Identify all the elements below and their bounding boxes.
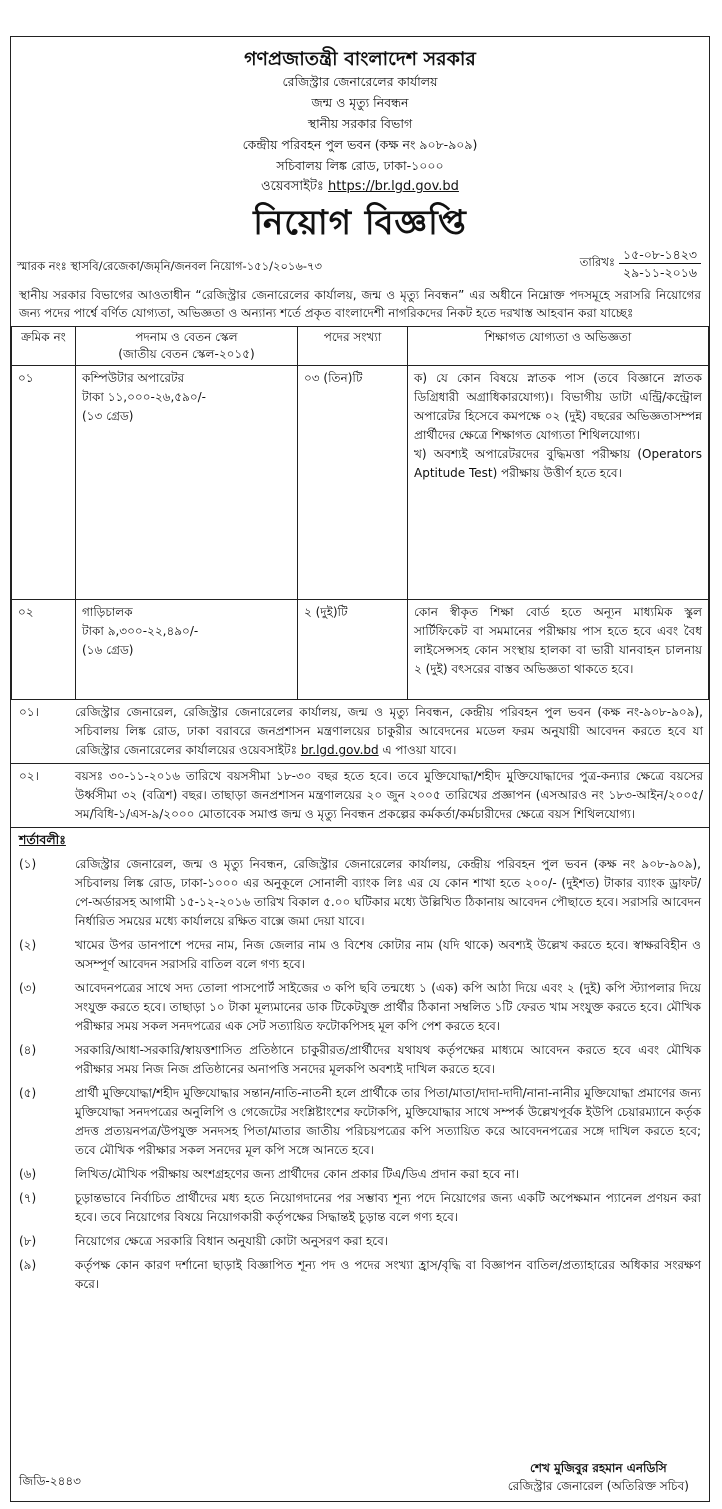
website-link[interactable]: br.lgd.gov.bd: [300, 743, 379, 757]
header-post-label: পদনাম ও বেতন স্কেল: [135, 330, 238, 344]
row-count: ০৩ (তিন)টি: [298, 366, 408, 600]
row-serial: ০২: [12, 600, 76, 700]
condition-number: (৪): [19, 1043, 37, 1057]
street-address: সচিবালয় লিঙ্ক রোড, ঢাকা-১০০০: [276, 158, 444, 173]
signature-block: [508, 1459, 689, 1495]
header-post-sub: (জাতীয় বেতন স্কেল-২০১৫): [118, 347, 255, 361]
general-note: [11, 763, 709, 827]
condition-text: রেজিস্ট্রার জেনারেল, জন্ম ও মৃত্যু নিবন্ধন, রেজিস্ট্রার জেনারেলের কার্যালয়, কেন্দ্রীয় পরিবহন পুল ভবন (কক্ষ নং ৯০৮-৯০৯), সচিবালয় লিঙ্ক রোড, ঢাকা-১০০০ এর অনুকূলে সোনালী ব্যাংক লিঃ এর যে কোন শাখা হতে ২০০/- (দুইশত) টাকার ব্যাংক ড্রাফট/পে-অর্ডারসহ আগামী ১৫-১২-২০১৬ তারিখ বিকাল ৫.০০ ঘটিকার মধ্যে উল্লিখিত ঠিকানায় আবেদন পৌছাতে হবে। সরাসরি আবেদন নির্ধারিত সময়ের মধ্যে কার্যালয়ে রক্ষিত বাক্সে জমা দেয়া যাবে।: [75, 857, 701, 928]
government-title: গণপ্রজাতন্ত্রী বাংলাদেশ সরকার: [244, 48, 476, 70]
qualification-a: কোন স্বীকৃত শিক্ষা বোর্ড হতে অন্যূন মাধ্যমিক স্কুল সার্টিফিকেট বা সমমানের পরীক্ষায় পাস হতে হবে এবং বৈধ লাইসেন্সসহ কোন সংস্থায় হালকা বা ভারী যানবাহন চালনায় ২ (দুই) বৎসরের বাস্তব অভিজ্ঞতা থাকতে হবে।: [414, 605, 702, 676]
date-gregorian: ২৯-১১-২০১৬: [623, 265, 697, 280]
header-count: পদের সংখ্যা: [298, 327, 408, 366]
office-subtitle: জন্ম ও মৃত্যু নিবন্ধন: [311, 95, 409, 110]
row-post: [76, 600, 298, 700]
reference-row: [11, 246, 709, 284]
condition-text: প্রার্থী মুক্তিযোদ্ধা/শহীদ মুক্তিযোদ্ধার সন্তান/নাতি-নাতনী হলে প্রার্থীকে তার পিতা/মাতা/দাদা-দাদী/নানা-নানীর মুক্তিযোদ্ধা প্রমাণের জন্য মুক্তিযোদ্ধা সনদপত্রের অনুলিপি ও গেজেটের সংশ্লিষ্টাংশের ফটোকপি, মুক্তিযোদ্ধার সাথে সম্পর্ক উল্লেখপূর্বক ইউপি চেয়ারম্যানে কর্তৃক প্রদত্ত প্রত্যয়নপত্র/উপযুক্ত সনদসহ পিতা/মাতার জাতীয় পরিচয়পত্রের কপি সত্যায়িত করে আবেদনপত্রের সঙ্গে দাখিল করতে হবে; তবে মৌখিক পরীক্ষার সকল সনদের মূল কপি সঙ্গে আনতে হবে।: [75, 1086, 701, 1157]
intro-paragraph: স্থানীয় সরকার বিভাগের আওতাধীন “রেজিস্ট্রার জেনারেলের কার্যালয়, জন্ম ও মৃত্যু নিবন্ধন” এর অধীনে নিম্নোক্ত পদসমূহে সরাসরি নিয়োগের জন্য পদের পার্শ্বে বর্ণিত যোগ্যতা, অভিজ্ঞতা ও অন্যান্য শর্তে প্রকৃত বাংলাদেশী নাগরিকদের নিকট হতে দরখাস্ত আহবান করা যাচ্ছেঃ: [19, 288, 701, 320]
condition-number: (১): [19, 857, 37, 871]
table-row: [12, 366, 709, 600]
row-count: ২ (দুই)টি: [298, 600, 408, 700]
header: [11, 47, 709, 246]
condition-item: [11, 977, 709, 1039]
note-number: ০১।: [19, 705, 39, 719]
note-body: বয়সঃ ৩০-১১-২০১৬ তারিখে বয়সসীমা ১৮-৩০ বছর হতে হবে। তবে মুক্তিযোদ্ধা/শহীদ মুক্তিযোদ্ধাদের পুত্র-কন্যার ক্ষেত্রে বয়সের উর্ধ্বসীমা ৩২ (বত্রিশ) বছর। তাছাড়া জনপ্রশাসন মন্ত্রণালয়ের ২০ জুন ২০০৫ তারিখের প্রজ্ঞাপন (এসআরও নং ১৮৩-আইন/২০০৫/সম/বিধি-১/এস-৯/২০০০ মোতাবেক সমাপ্ত জন্ম ও মৃত্যু নিবন্ধন প্রকল্পের কর্মকর্তা/কর্মচারীদের ক্ষেত্রে বয়স শিথিলযোগ্য।: [75, 769, 703, 821]
notice-page: [10, 36, 710, 1502]
condition-number: (৯): [19, 1258, 37, 1272]
condition-number: (২): [19, 938, 37, 952]
building-address: কেন্দ্রীয় পরিবহন পুল ভবন (কক্ষ নং ৯০৮-৯০৯): [242, 137, 478, 152]
condition-text: লিখিত/মৌখিক পরীক্ষায় অংশগ্রহণের জন্য প্রার্থীদের কোন প্রকার টিএ/ডিএ প্রদান করা হবে না।: [75, 1167, 520, 1181]
condition-text: কর্তৃপক্ষ কোন কারণ দর্শানো ছাড়াই বিজ্ঞাপিত শূন্য পদ ও পদের সংখ্যা হ্রাস/বৃদ্ধি বা বিজ্ঞাপন বাতিল/প্রত্যাহারের অধিকার সংরক্ষণ করে।: [75, 1258, 701, 1291]
post-pay: টাকা ৯,৩০০-২২,৪৯০/-: [82, 624, 199, 638]
conditions-heading: শর্তাবলীঃ: [19, 832, 66, 847]
row-qualification: [408, 600, 709, 700]
condition-text: সরকারি/আধা-সরকারি/স্বায়ত্তশাসিত প্রতিষ্ঠানে চাকুরীরত/প্রার্থীদের যথাযথ কর্তৃপক্ষের মাধ্যমে আবেদন করতে হবে এবং মৌখিক পরীক্ষার সময় নিজ নিজ প্রতিষ্ঠানের অনাপত্তি সনদের মূলকপি অবশ্যই দাখিল করতে হবে।: [75, 1043, 701, 1076]
signatory-title: রেজিস্ট্রার জেনারেল (অতিরিক্ত সচিব): [507, 1479, 689, 1493]
row-serial: ০১: [12, 366, 76, 600]
office-name: রেজিস্ট্রার জেনারেলের কার্যালয়: [282, 74, 438, 89]
note-tail: এ পাওয়া যাবে।: [378, 743, 457, 757]
condition-item: [11, 1039, 709, 1082]
condition-item: [11, 1163, 709, 1187]
post-pay: টাকা ১১,০০০-২৬,৫৯০/-: [82, 390, 207, 404]
division-name: স্থানীয় সরকার বিভাগ: [307, 116, 413, 131]
footer: [11, 1451, 709, 1501]
header-qualification: শিক্ষাগত যোগ্যতা ও অভিজ্ঞতা: [408, 327, 709, 366]
note-text: [75, 703, 703, 760]
qualification-b: খ) অবশ্যই অপারেটরদের বুদ্ধিমত্তা পরীক্ষায় (Operators Aptitude Test) পরীক্ষায় উত্তীর্ণ হতে হবে।: [414, 447, 702, 480]
notice-title: নিয়োগ বিজ্ঞপ্তি: [253, 203, 467, 243]
memo-number: স্মারক নংঃ স্থাসবি/রেজেকা/জমৃনি/জনবল নিয়োগ-১৫১/২০১৬-৭৩: [17, 259, 322, 273]
condition-item: [11, 1187, 709, 1230]
condition-item: [11, 1230, 709, 1254]
note-body: রেজিস্ট্রার জেনারেল, রেজিস্ট্রার জেনারেলের কার্যালয়, জন্ম ও মৃত্যু নিবন্ধন, কেন্দ্রীয় পরিবহন পুল ভবন (কক্ষ নং-৯০৮-৯০৯), সচিবালয় লিঙ্ক রোড, ঢাকা বরাবরে জনপ্রশাসন মন্ত্রণালয়ের চাকুরীর আবেদনের মডেল ফরম অনুযায়ী আবেদন করতে হবে যা রেজিস্ট্রার জেনারেলের কার্যালয়ের ওয়েবসাইটঃ: [75, 705, 703, 757]
header-serial: ক্রমিক নং: [12, 327, 76, 366]
note-number: ০২।: [19, 769, 39, 783]
row-qualification: [408, 366, 709, 600]
general-note: [11, 700, 709, 763]
condition-text: চূড়ান্তভাবে নির্বাচিত প্রার্থীদের মধ্য হতে নিয়োগদানের পর সম্ভাব্য শূন্য পদে নিয়োগের জন্য একটি অপেক্ষমান প্যানেল প্রণয়ন করা হবে। তবে নিয়োগের বিষয়ে নিয়োগকারী কর্তৃপক্ষের সিদ্ধান্তই চূড়ান্ত বলে গণ্য হবে।: [75, 1191, 701, 1224]
condition-number: (৫): [19, 1086, 37, 1100]
condition-text: খামের উপর ডানপাশে পদের নাম, নিজ জেলার নাম ও বিশেষ কোটার নাম (যদি থাকে) অবশ্যই উল্লেখ করতে হবে। স্বাক্ষরবিহীন ও অসম্পূর্ণ আবেদন সরাসরি বাতিল বলে গণ্য হবে।: [75, 938, 701, 971]
post-name: গাড়িচালক: [82, 605, 133, 619]
general-notes: [11, 700, 709, 828]
post-grade: (১৬ গ্রেড): [82, 643, 134, 657]
dates: [619, 246, 701, 281]
advertisement-code: জিডি-২৪৪৩: [19, 1474, 81, 1488]
header-post: [76, 327, 298, 366]
website-label: ওয়েবসাইটঃ: [261, 179, 324, 194]
conditions-list: [11, 853, 709, 1297]
table-row: [12, 600, 709, 700]
condition-item: [11, 1082, 709, 1163]
qualification-a: ক) যে কোন বিষয়ে স্নাতক পাস (তবে বিজ্ঞানে স্নাতক ডিগ্রিধারী অগ্রাধিকারযোগ্য)। বিভাগীয় ডাটা এন্ট্রি/কন্ট্রোল অপারেটর হিসেবে কমপক্ষে ০২ (দুই) বছরের অভিজ্ঞতাসম্পন্ন প্রার্থীদের ক্ষেত্রে শিক্ষাগত যোগ্যতা শিথিলযোগ্য।: [414, 371, 702, 442]
date-label: তারিখঃ: [579, 255, 616, 269]
condition-number: (৬): [19, 1167, 37, 1181]
table-header-row: [12, 327, 709, 366]
signatory-name: শেখ মুজিবুর রহমান এনডিসি: [530, 1461, 667, 1475]
condition-item: [11, 1254, 709, 1297]
posts-table: [11, 326, 709, 700]
date-block: [580, 246, 701, 281]
condition-item: [11, 934, 709, 977]
website-link[interactable]: https://br.lgd.gov.bd: [328, 179, 459, 194]
condition-item: [11, 853, 709, 934]
condition-number: (৭): [19, 1191, 37, 1205]
condition-number: (৩): [19, 981, 37, 995]
post-grade: (১৩ গ্রেড): [82, 409, 134, 423]
row-post: [76, 366, 298, 600]
condition-text: নিয়োগের ক্ষেত্রে সরকারি বিধান অনুযায়ী কোটা অনুসরণ করা হবে।: [75, 1234, 389, 1248]
post-name: কম্পিউটার অপারেটর: [82, 371, 185, 385]
date-bangla: ১৫-০৮-১৪২৩: [619, 246, 701, 264]
condition-number: (৮): [19, 1234, 37, 1248]
condition-text: আবেদনপত্রের সাথে সদ্য তোলা পাসপোর্ট সাইজের ৩ কপি ছবি তন্মধ্যে ১ (এক) কপি আঠা দিয়ে এবং ২ (দুই) কপি স্ট্যাপলার দিয়ে সংযুক্ত করতে হবে। তাছাড়া ১০ টাকা মূল্যমানের ডাক টিকেটযুক্ত প্রার্থীর ঠিকানা সম্বলিত ১টি ফেরত খাম সংযুক্ত করতে হবে। মৌখিক পরীক্ষার সময় সকল সনদপত্রের এক সেট সত্যায়িত ফটোকপিসহ মূল কপি পেশ করতে হবে।: [75, 981, 701, 1033]
website-line: [11, 176, 709, 198]
